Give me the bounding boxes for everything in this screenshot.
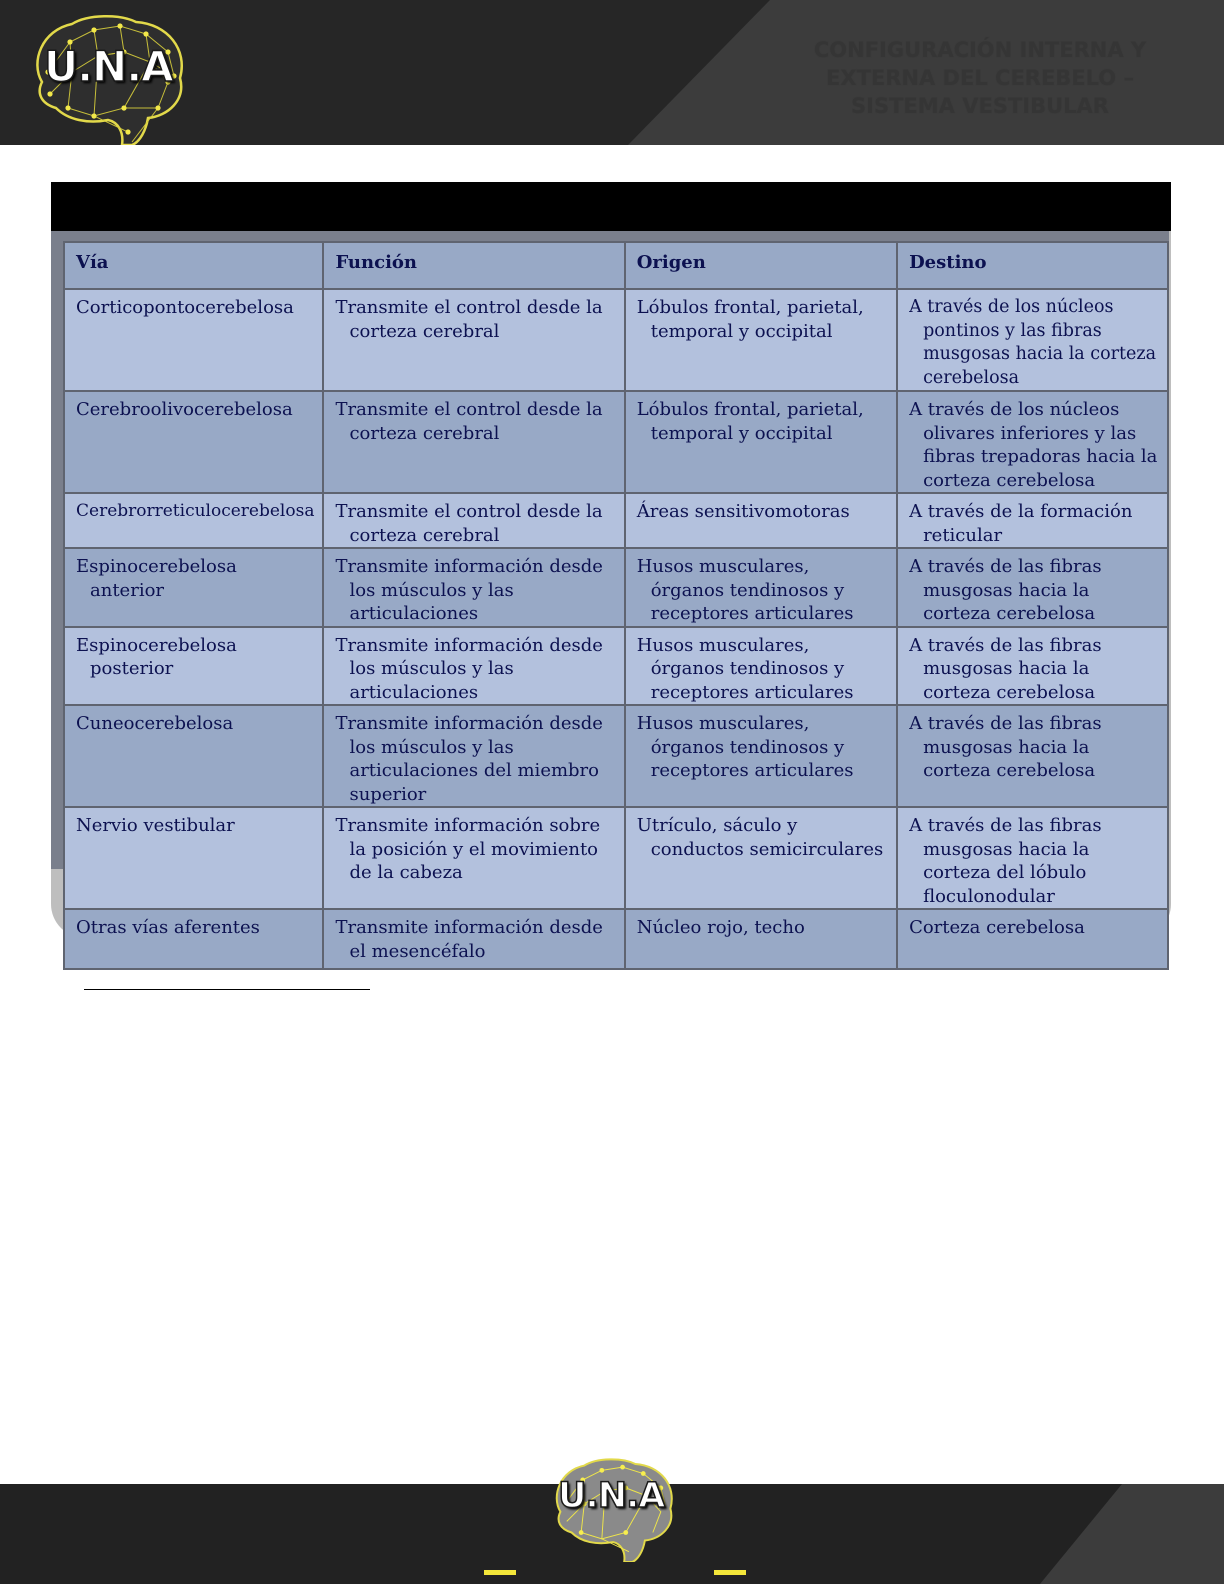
- cell-origen: Lóbulos frontal, parietal, temporal y occipital: [625, 289, 897, 391]
- table-row: [64, 391, 1168, 493]
- cerebellar-pathways-table: [63, 241, 1169, 970]
- table-row: [64, 807, 1168, 909]
- column-header-funcion: Función: [323, 242, 624, 289]
- table-panel: [51, 182, 1171, 962]
- cell-origen: Lóbulos frontal, parietal, temporal y occipital: [625, 391, 897, 493]
- cell-funcion: Transmite información desde los músculos y las articulaciones del miembro superior: [323, 705, 624, 807]
- cell-origen: Utrículo, sáculo y conductos semicirculares: [625, 807, 897, 909]
- table-frame: [51, 231, 1169, 962]
- table-row: [64, 289, 1168, 391]
- document-title: CONFIGURACIÓN INTERNA Y EXTERNA DEL CEREBELO – SISTEMA VESTIBULAR: [813, 38, 1147, 118]
- table-row: [64, 627, 1168, 706]
- cell-destino: A través de los núcleos olivares inferiores y las fibras trepadoras hacia la corteza cerebelosa: [897, 391, 1168, 493]
- footer-accent-left: [484, 1570, 516, 1575]
- table-row: [64, 909, 1168, 969]
- column-header-origen: Origen: [625, 242, 897, 289]
- cell-destino: A través de las fibras musgosas hacia la corteza cerebelosa: [897, 705, 1168, 807]
- footer-accent-right: [714, 1570, 746, 1575]
- cell-via: Espinocerebelosa posterior: [64, 627, 323, 706]
- cell-destino: Corteza cerebelosa: [897, 909, 1168, 969]
- panel-title-bar: [51, 182, 1171, 231]
- cell-via: Cerebroolivocerebelosa: [64, 391, 323, 493]
- footer-una-logo: [548, 1456, 678, 1562]
- table-row: [64, 705, 1168, 807]
- cell-origen: Husos musculares, órganos tendinosos y receptores articulares: [625, 705, 897, 807]
- cell-destino: A través de las fibras musgosas hacia la corteza cerebelosa: [897, 627, 1168, 706]
- cell-funcion: Transmite información desde los músculos y las articulaciones: [323, 548, 624, 627]
- table-row: [64, 493, 1168, 548]
- cell-via: Otras vías aferentes: [64, 909, 323, 969]
- cell-funcion: Transmite información desde el mesencéfalo: [323, 909, 624, 969]
- cell-via: Cerebrorreticulocerebelosa: [64, 493, 323, 548]
- section-underline: [84, 989, 370, 990]
- cell-origen: Husos musculares, órganos tendinosos y receptores articulares: [625, 627, 897, 706]
- cell-via: Espinocerebelosa anterior: [64, 548, 323, 627]
- cell-via: Nervio vestibular: [64, 807, 323, 909]
- cell-via: Cuneocerebelosa: [64, 705, 323, 807]
- cell-funcion: Transmite el control desde la corteza cerebral: [323, 391, 624, 493]
- cell-origen: Áreas sensitivomotoras: [625, 493, 897, 548]
- cell-funcion: Transmite información desde los músculos y las articulaciones: [323, 627, 624, 706]
- footer-logo-text: U.N.A: [558, 1476, 665, 1516]
- cell-origen: Núcleo rojo, techo: [625, 909, 897, 969]
- logo-text: U.N.A: [44, 42, 173, 91]
- cell-destino: A través de la formación reticular: [897, 493, 1168, 548]
- column-header-via: Vía: [64, 242, 323, 289]
- page-header: [0, 0, 1224, 145]
- cell-origen: Husos musculares, órganos tendinosos y receptores articulares: [625, 548, 897, 627]
- cell-funcion: Transmite el control desde la corteza cerebral: [323, 289, 624, 391]
- table-row: [64, 548, 1168, 627]
- cell-destino: A través de las fibras musgosas hacia la corteza del lóbulo floculonodular: [897, 807, 1168, 909]
- cell-destino: A través de las fibras musgosas hacia la corteza cerebelosa: [897, 548, 1168, 627]
- cell-funcion: Transmite información sobre la posición y el movimiento de la cabeza: [323, 807, 624, 909]
- cell-funcion: Transmite el control desde la corteza cerebral: [323, 493, 624, 548]
- cell-destino: A través de los núcleos pontinos y las fibras musgosas hacia la corteza cerebelosa: [897, 289, 1168, 391]
- una-logo: [28, 12, 188, 145]
- column-header-destino: Destino: [897, 242, 1168, 289]
- cell-via: Corticopontocerebelosa: [64, 289, 323, 391]
- table-header-row: [64, 242, 1168, 289]
